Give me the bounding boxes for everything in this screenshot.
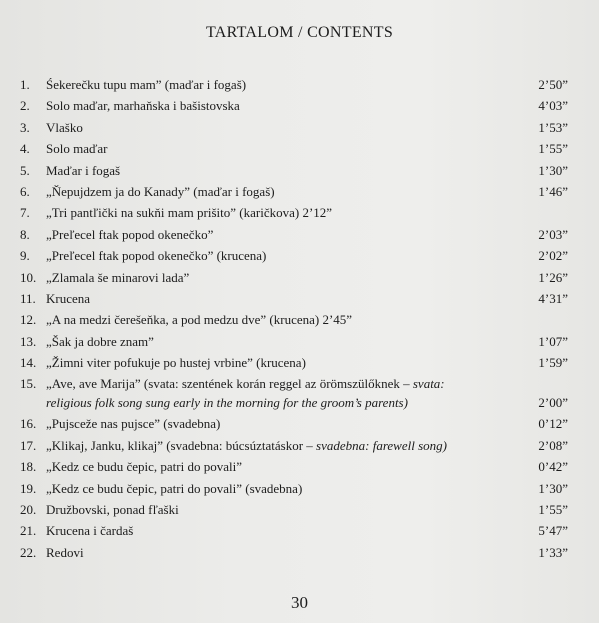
track-title: „Žimni viter pofukuje po hustej vrbine” (krucena) xyxy=(46,355,306,371)
track-number: 1. xyxy=(20,77,30,92)
track-title: Redovi xyxy=(46,544,84,560)
track-number: 20. xyxy=(20,502,37,518)
track-row-15 xyxy=(20,373,568,413)
track-duration: 1’30” xyxy=(538,162,568,178)
track-title: Śekerečku tupu mam” (maďar i fogaš) xyxy=(46,77,247,92)
track-title-italic: svata: xyxy=(412,376,445,392)
track-row-10 xyxy=(20,267,568,288)
track-number: 10. xyxy=(20,269,37,285)
track-number: 21. xyxy=(20,523,37,539)
track-title xyxy=(46,435,447,456)
track-duration: 2’02” xyxy=(538,248,568,264)
track-title: „A na medzi čerešeňka, a pod medzu dve” (krucena) 2’45” xyxy=(46,312,353,328)
track-number: 17. xyxy=(20,437,37,453)
track-number: 15. xyxy=(20,376,37,392)
track-number: 3. xyxy=(20,119,30,135)
track-row-2 xyxy=(20,95,568,116)
track-title: „Preľecel ftak popod okenečko” xyxy=(46,226,214,242)
track-title: „Pujsceže nas pujsce” (svadebna) xyxy=(46,416,221,432)
track-row-17 xyxy=(20,435,568,456)
track-row-13 xyxy=(20,331,568,352)
page-number: 30 xyxy=(291,593,308,612)
track-row-1 xyxy=(20,74,568,95)
track-duration: 2’50” xyxy=(538,77,568,92)
contents-heading: TARTALOM / CONTENTS xyxy=(205,24,394,41)
track-duration: 1’33” xyxy=(538,544,568,560)
track-duration: 4’03” xyxy=(538,98,568,114)
track-title: „Kedz ce budu čepic, patri do povali” xyxy=(46,459,242,475)
track-duration: 1’30” xyxy=(538,480,568,496)
track-row-4 xyxy=(20,138,568,159)
track-duration: 1’07” xyxy=(538,333,568,349)
track-row-12 xyxy=(20,309,568,330)
track-number: 13. xyxy=(20,333,37,349)
track-row-14 xyxy=(20,352,568,373)
track-duration: 1’46” xyxy=(538,183,568,199)
track-row-16 xyxy=(20,413,568,434)
track-duration: 2’08” xyxy=(538,437,568,453)
track-title-text: „Klikaj, Janku, klikaj” (svadebna: búcsúztatáskor – xyxy=(46,437,317,453)
track-title: Solo maďar, marhaňska i bašistovska xyxy=(46,98,240,114)
track-title: „Šak ja dobre znam” xyxy=(46,333,154,349)
track-row-5 xyxy=(20,160,568,181)
track-row-9 xyxy=(20,245,568,266)
track-title: Solo maďar xyxy=(46,141,108,157)
track-row-7 xyxy=(20,202,568,223)
track-title: Krucena xyxy=(46,290,91,306)
track-title: „Zlamala še minarovi lada” xyxy=(46,269,190,285)
track-duration: 4’31” xyxy=(538,290,568,306)
track-number: 8. xyxy=(20,226,30,242)
track-duration: 0’12” xyxy=(538,416,568,432)
track-number: 6. xyxy=(20,183,30,199)
track-row-21 xyxy=(20,520,568,541)
track-number: 2. xyxy=(20,98,30,114)
track-title: „Tri pantľički na sukňi mam prišito” (karičkova) 2’12” xyxy=(46,205,333,221)
track-title-italic: svadebna: farewell song) xyxy=(316,437,447,453)
track-row-6 xyxy=(20,181,568,202)
track-row-18 xyxy=(20,456,568,477)
track-duration: 1’55” xyxy=(538,141,568,157)
track-title: „Preľecel ftak popod okenečko” (krucena) xyxy=(46,248,267,264)
track-number: 9. xyxy=(20,248,30,264)
track-row-19 xyxy=(20,478,568,499)
track-title: Krucena i čardaš xyxy=(46,523,134,539)
track-title-text: „Ave, ave Marija” (svata: szentének korán reggel az örömszülőknek – xyxy=(46,376,413,392)
track-duration: 1’26” xyxy=(538,269,568,285)
track-number: 19. xyxy=(20,480,37,496)
track-title: „Ňepujdzem ja do Kanady” (maďar i fogaš) xyxy=(46,183,275,199)
track-number: 12. xyxy=(20,312,37,328)
track-row-22 xyxy=(20,542,568,563)
track-duration: 1’53” xyxy=(538,119,568,135)
track-number: 14. xyxy=(20,355,37,371)
track-number: 4. xyxy=(20,141,30,157)
track-number: 7. xyxy=(20,205,30,221)
track-duration: 0’42” xyxy=(538,459,568,475)
track-number: 18. xyxy=(20,459,37,475)
track-duration: 2’03” xyxy=(538,226,568,242)
track-number: 16. xyxy=(20,416,37,432)
track-row-3 xyxy=(20,117,568,138)
track-number: 22. xyxy=(20,544,37,560)
track-number: 5. xyxy=(20,162,30,178)
track-title: „Kedz ce budu čepic, patri do povali” (svadebna) xyxy=(46,480,303,496)
track-title: Vlaško xyxy=(46,119,83,135)
track-list xyxy=(20,74,568,563)
track-duration: 5’47” xyxy=(538,523,568,539)
track-row-20 xyxy=(20,499,568,520)
track-title: Maďar i fogaš xyxy=(46,162,121,178)
track-number: 11. xyxy=(20,290,36,306)
track-title-line2: religious folk song sung early in the morning for the groom’s parents) xyxy=(46,395,408,411)
track-duration: 2’00” xyxy=(538,395,568,411)
track-duration: 1’59” xyxy=(538,355,568,371)
track-row-8 xyxy=(20,224,568,245)
track-duration: 1’55” xyxy=(538,502,568,518)
track-row-11 xyxy=(20,288,568,309)
track-title: Družbovski, ponad fľaški xyxy=(46,502,179,518)
